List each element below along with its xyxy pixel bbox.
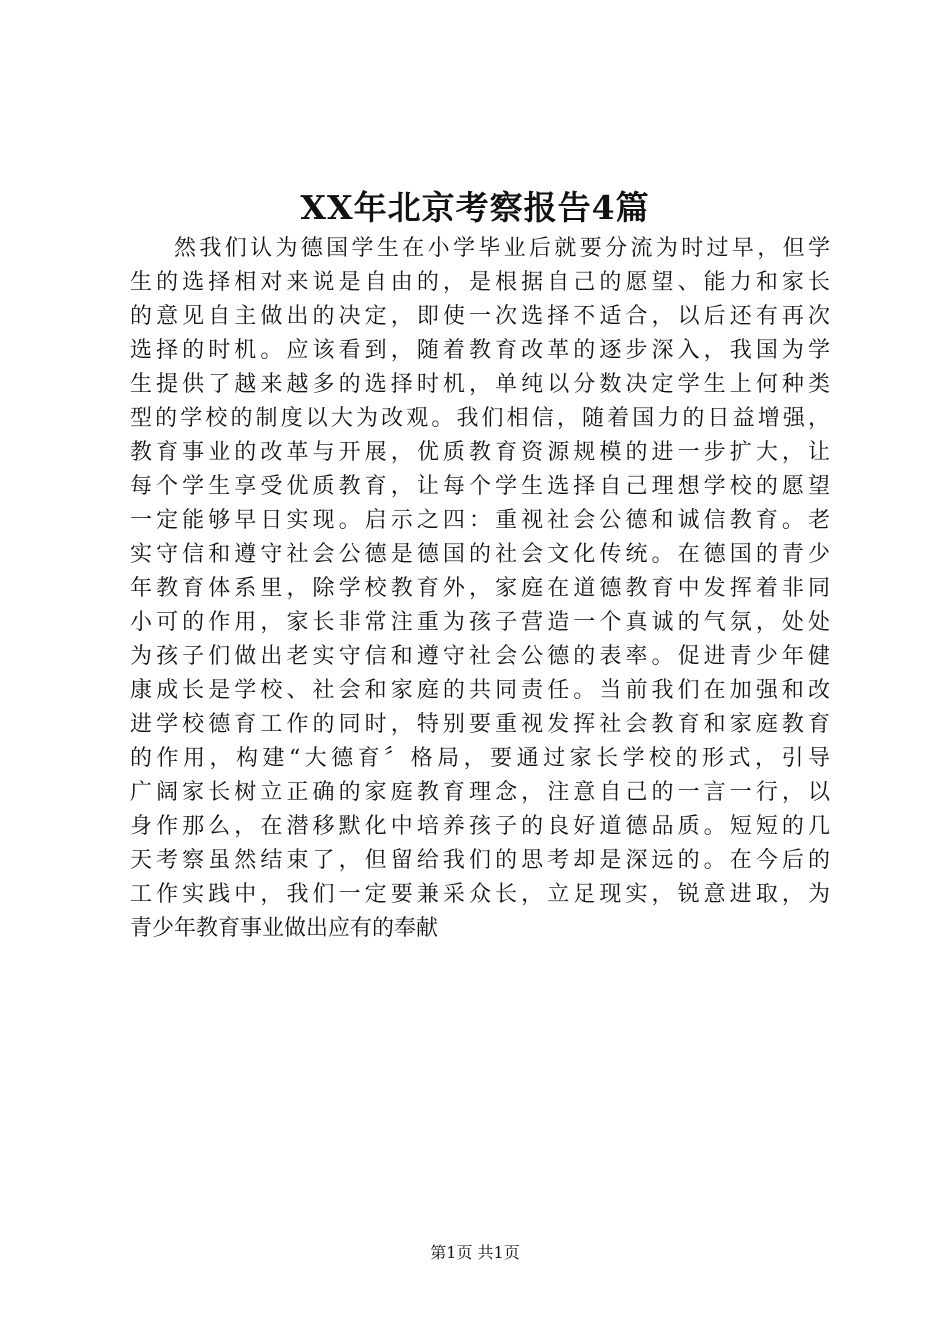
paragraph-line: 实守信和遵守社会公德是德国的社会文化传统。在德国的青少	[130, 542, 830, 567]
paragraph-line: 的作用，构建“大德育〞格局，要通过家长学校的形式，引导	[130, 746, 830, 771]
paragraph-line: 型的学校的制度以大为改观。我们相信，随着国力的日益增强，	[130, 406, 830, 431]
paragraph-line: 康成长是学校、社会和家庭的共同责任。当前我们在加强和改	[130, 678, 830, 703]
paragraph-line: 工作实践中，我们一定要兼采众长，立足现实，锐意进取，为	[130, 882, 830, 907]
paragraph-line: 生提供了越来越多的选择时机，单纯以分数决定学生上何种类	[130, 372, 830, 397]
paragraph-line: 的意见自主做出的决定，即使一次选择不适合，以后还有再次	[130, 304, 830, 329]
paragraph-line: 教育事业的改革与开展，优质教育资源规模的进一步扩大，让	[130, 440, 830, 465]
paragraph-line: 一定能够早日实现。启示之四：重视社会公德和诚信教育。老	[130, 508, 830, 533]
paragraph-line: 进学校德育工作的同时，特别要重视发挥社会教育和家庭教育	[130, 712, 830, 737]
document-body	[130, 232, 830, 946]
paragraph-line: 生的选择相对来说是自由的，是根据自己的愿望、能力和家长	[130, 270, 830, 295]
paragraph-line: 天考察虽然结束了，但留给我们的思考却是深远的。在今后的	[130, 848, 830, 873]
paragraph-line: 然我们认为德国学生在小学毕业后就要分流为时过早，但学	[174, 236, 830, 261]
paragraph-line: 青少年教育事业做出应有的奉献	[130, 916, 439, 941]
paragraph-line: 每个学生享受优质教育，让每个学生选择自己理想学校的愿望	[130, 474, 830, 499]
page-footer: 第1页 共1页	[430, 1243, 520, 1262]
paragraph-line: 选择的时机。应该看到，随着教育改革的逐步深入，我国为学	[130, 338, 830, 363]
paragraph-line: 为孩子们做出老实守信和遵守社会公德的表率。促进青少年健	[130, 644, 830, 669]
paragraph-line: 广阔家长树立正确的家庭教育理念，注意自己的一言一行，以	[130, 780, 830, 805]
paragraph-line: 年教育体系里，除学校教育外，家庭在道德教育中发挥着非同	[130, 576, 830, 601]
document-title: XX年北京考察报告4篇	[300, 188, 650, 227]
paragraph-line: 小可的作用，家长非常注重为孩子营造一个真诚的气氛，处处	[130, 610, 830, 635]
paragraph-line: 身作那么，在潜移默化中培养孩子的良好道德品质。短短的几	[130, 814, 830, 839]
